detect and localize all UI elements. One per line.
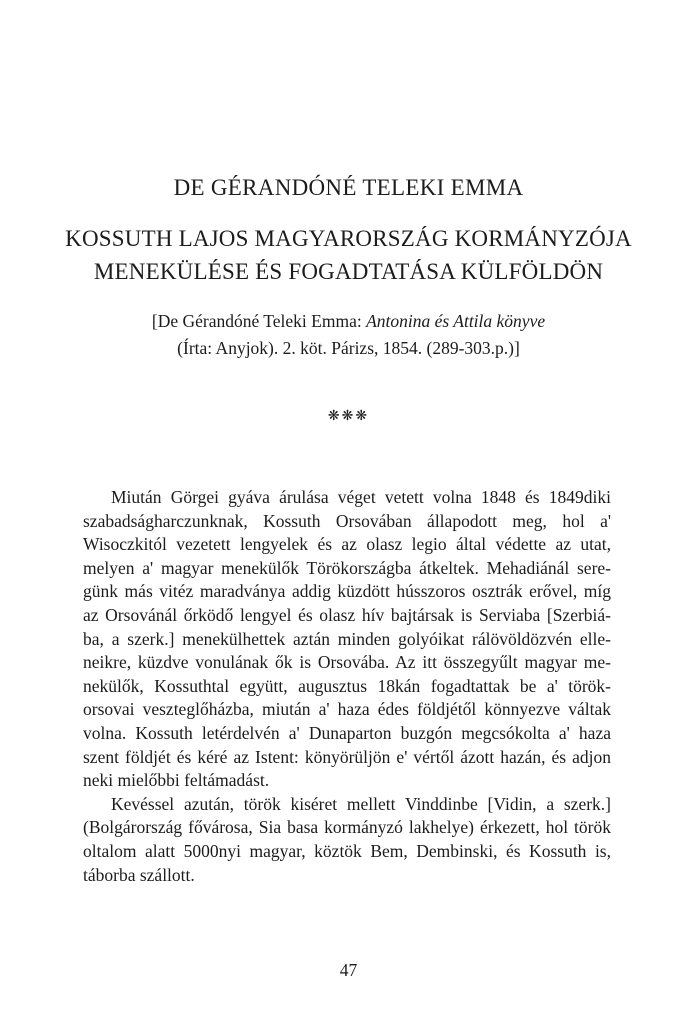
text-line: Kevéssel azután, török kiséret mellett Vinddinbe [Vidin, a szerk.] xyxy=(111,793,611,814)
text-line: az Orsovánál őrködő lengyel és olasz hív bajtársak is Serviaba [Szerbiá- xyxy=(83,604,611,625)
separator-asterism: ❋❋❋ xyxy=(327,409,370,424)
title-line-1: KOSSUTH LAJOS MAGYARORSZÁG KORMÁNYZÓJA xyxy=(65,226,632,251)
text-line: ba, a szerk.] menekülhettek aztán minden golyóikat rálövöldözvén elle- xyxy=(83,628,611,649)
text-line: (Bolgárország fővárosa, Sia basa kormányzó lakhelye) érkezett, hol török xyxy=(83,817,611,838)
book-title: Antonina és Attila könyve xyxy=(366,311,546,331)
source-line-1 xyxy=(0,308,697,335)
text-line: táborba szállott. xyxy=(83,864,195,885)
source-line-2: (Írta: Anyjok). 2. köt. Párizs, 1854. (289-303.p.)] xyxy=(177,338,520,358)
text-line: nekülők, Kossuthtal együtt, augusztus 18kán fogadtattak be a' török- xyxy=(83,675,611,696)
source-prefix: [De Gérandóné Teleki Emma: xyxy=(151,311,367,331)
text-line: melyen a' magyar menekülők Törökországba átkeltek. Mehadiánál sere- xyxy=(83,557,611,578)
text-line: orsovai veszteglőházba, miután a' haza édes földjétől könnyezve váltak xyxy=(83,699,611,720)
text-line: neikre, küzdve vonulának ők is Orsovába. Az itt összegyűlt magyar me- xyxy=(83,652,611,673)
chapter-title xyxy=(0,222,697,288)
page-number: 47 xyxy=(339,960,358,980)
text-line: neki mielőbbi feltámadást. xyxy=(83,770,270,791)
source-citation xyxy=(0,308,697,362)
text-line: günk más vitéz maradványa addig küzdött hússzoros osztrák erővel, míg xyxy=(83,581,611,602)
author-heading: DE GÉRANDÓNÉ TELEKI EMMA xyxy=(173,175,524,200)
text-line: szabadságharczunknak, Kossuth Orsovában állapodott meg, hol a' xyxy=(83,510,611,531)
text-line: Wisoczkitól vezetett lengyelek és az olasz legio által védette az utat, xyxy=(83,534,611,555)
text-line: szent földjét és kéré az Istent: könyörüljön e' vértől ázott hazán, és adjon xyxy=(83,746,611,767)
text-line: Miután Görgei gyáva árulása véget vetett volna 1848 és 1849diki xyxy=(111,487,611,507)
text-line: oltalom alatt 5000nyi magyar, köztök Bem, Dembinski, és Kossuth is, xyxy=(83,840,611,861)
body-text xyxy=(83,486,611,887)
text-line: volna. Kossuth letérdelvén a' Dunaparton buzgón megcsókolta a' haza xyxy=(83,722,611,743)
title-line-2: MENEKÜLÉSE ÉS FOGADTATÁSA KÜLFÖLDÖN xyxy=(93,259,604,284)
